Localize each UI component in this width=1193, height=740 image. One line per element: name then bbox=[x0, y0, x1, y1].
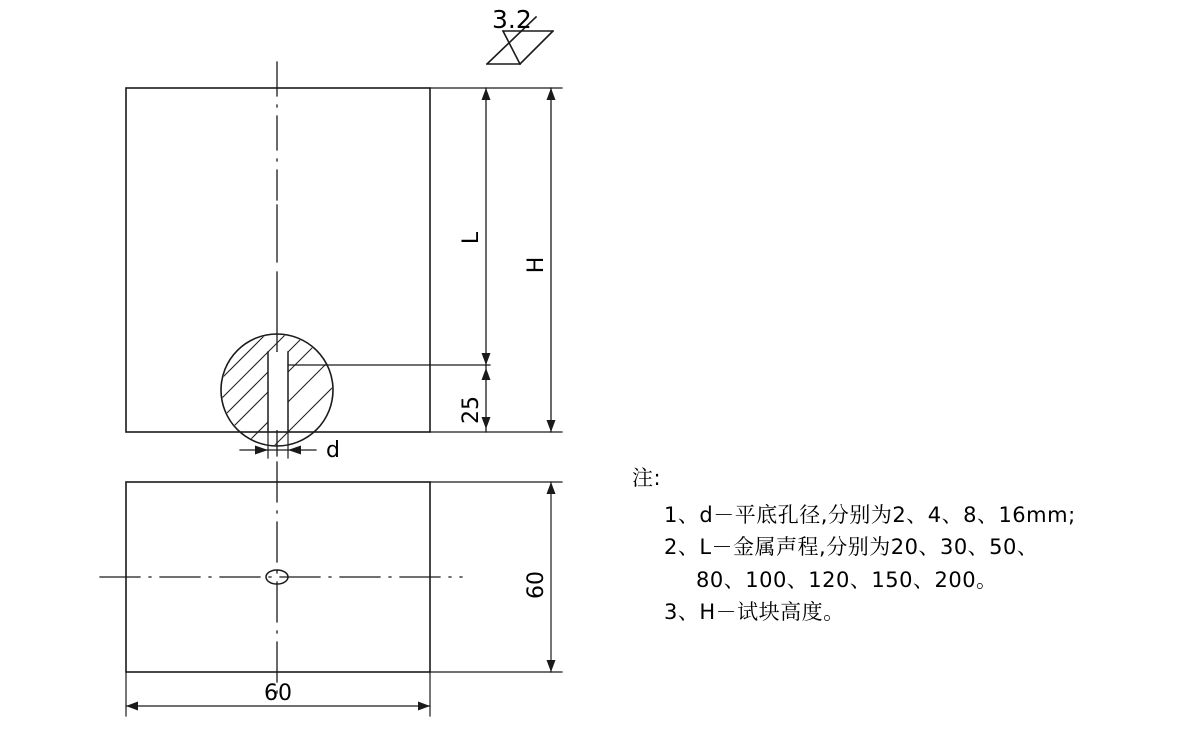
top-view-centerlines bbox=[100, 462, 462, 694]
note-item-2: 2、L－金属声程,分别为20、30、50、 bbox=[664, 535, 1039, 560]
dimension-d bbox=[240, 430, 316, 458]
note-item-2-continued: 80、100、120、150、200。 bbox=[696, 567, 998, 592]
label-d: d bbox=[326, 438, 340, 463]
label-surface-finish: 3.2 bbox=[492, 5, 532, 34]
note-item-1: 1、d－平底孔径,分别为2、4、8、16mm; bbox=[664, 502, 1076, 527]
notes-block bbox=[632, 462, 1172, 629]
label-H: H bbox=[524, 256, 549, 274]
notes-title: 注: bbox=[632, 466, 662, 490]
label-width-60: 60 bbox=[264, 681, 292, 706]
note-item-3: 3、H－试块高度。 bbox=[664, 600, 845, 625]
label-25: 25 bbox=[459, 396, 484, 424]
label-L: L bbox=[459, 231, 484, 245]
label-height-60: 60 bbox=[524, 571, 549, 599]
dimension-L bbox=[482, 88, 491, 365]
